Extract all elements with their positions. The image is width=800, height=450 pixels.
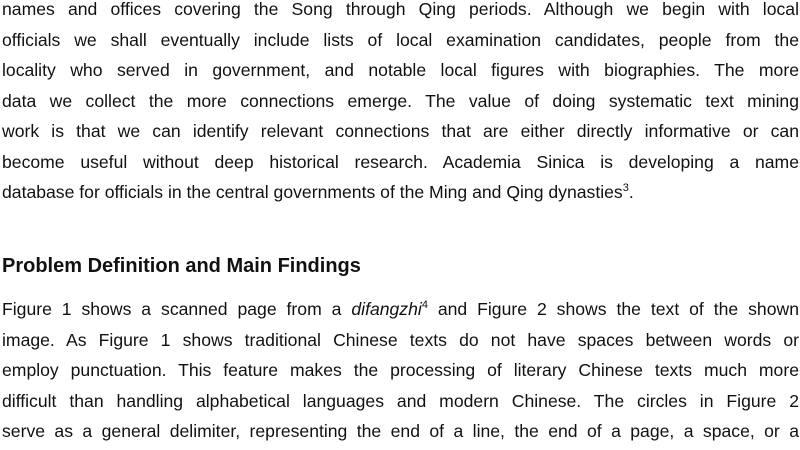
paragraph-local-officials — [2, 0, 799, 208]
footnote-marker: 4 — [421, 299, 428, 312]
paragraph-problem-definition — [2, 294, 799, 447]
text-segment: database for officials in the central governments of the Ming and Qing dynasties — [2, 182, 623, 202]
italic-term: difangzhi — [351, 299, 422, 319]
text-line: work is that we can identify relevant connections that are either directly informative or can — [2, 121, 799, 141]
text-segment: and Figure 2 shows the text of the shown — [427, 299, 799, 319]
text-line-last — [2, 177, 799, 208]
text-line: locality who served in government, and notable local figures with biographies. The more — [2, 60, 799, 80]
text-line: image. As Figure 1 shows traditional Chinese texts do not have spaces between words or — [2, 329, 799, 350]
text-line: officials we shall eventually include lists of local examination candidates, people from the — [2, 29, 799, 50]
text-segment: . — [628, 182, 634, 202]
text-line-first — [2, 294, 799, 325]
text-line: serve as a general delimiter, representing the end of a line, the end of a page, a space, or a — [2, 421, 799, 441]
text-line: employ punctuation. This feature makes the processing of literary Chinese texts much more — [2, 360, 799, 380]
text-line: names and offices covering the Song through Qing periods. Although we begin with local — [2, 0, 799, 19]
text-line: become useful without deep historical research. Academia Sinica is developing a name — [2, 151, 799, 172]
text-line: difficult than handling alphabetical languages and modern Chinese. The circles in Figure 2 — [2, 390, 799, 411]
section-heading: Problem Definition and Main Findings — [2, 255, 361, 277]
footnote-marker: 3 — [622, 182, 629, 195]
text-line: data we collect the more connections emerge. The value of doing systematic text mining — [2, 90, 799, 111]
text-segment: Figure 1 shows a scanned page from a — [2, 299, 352, 319]
